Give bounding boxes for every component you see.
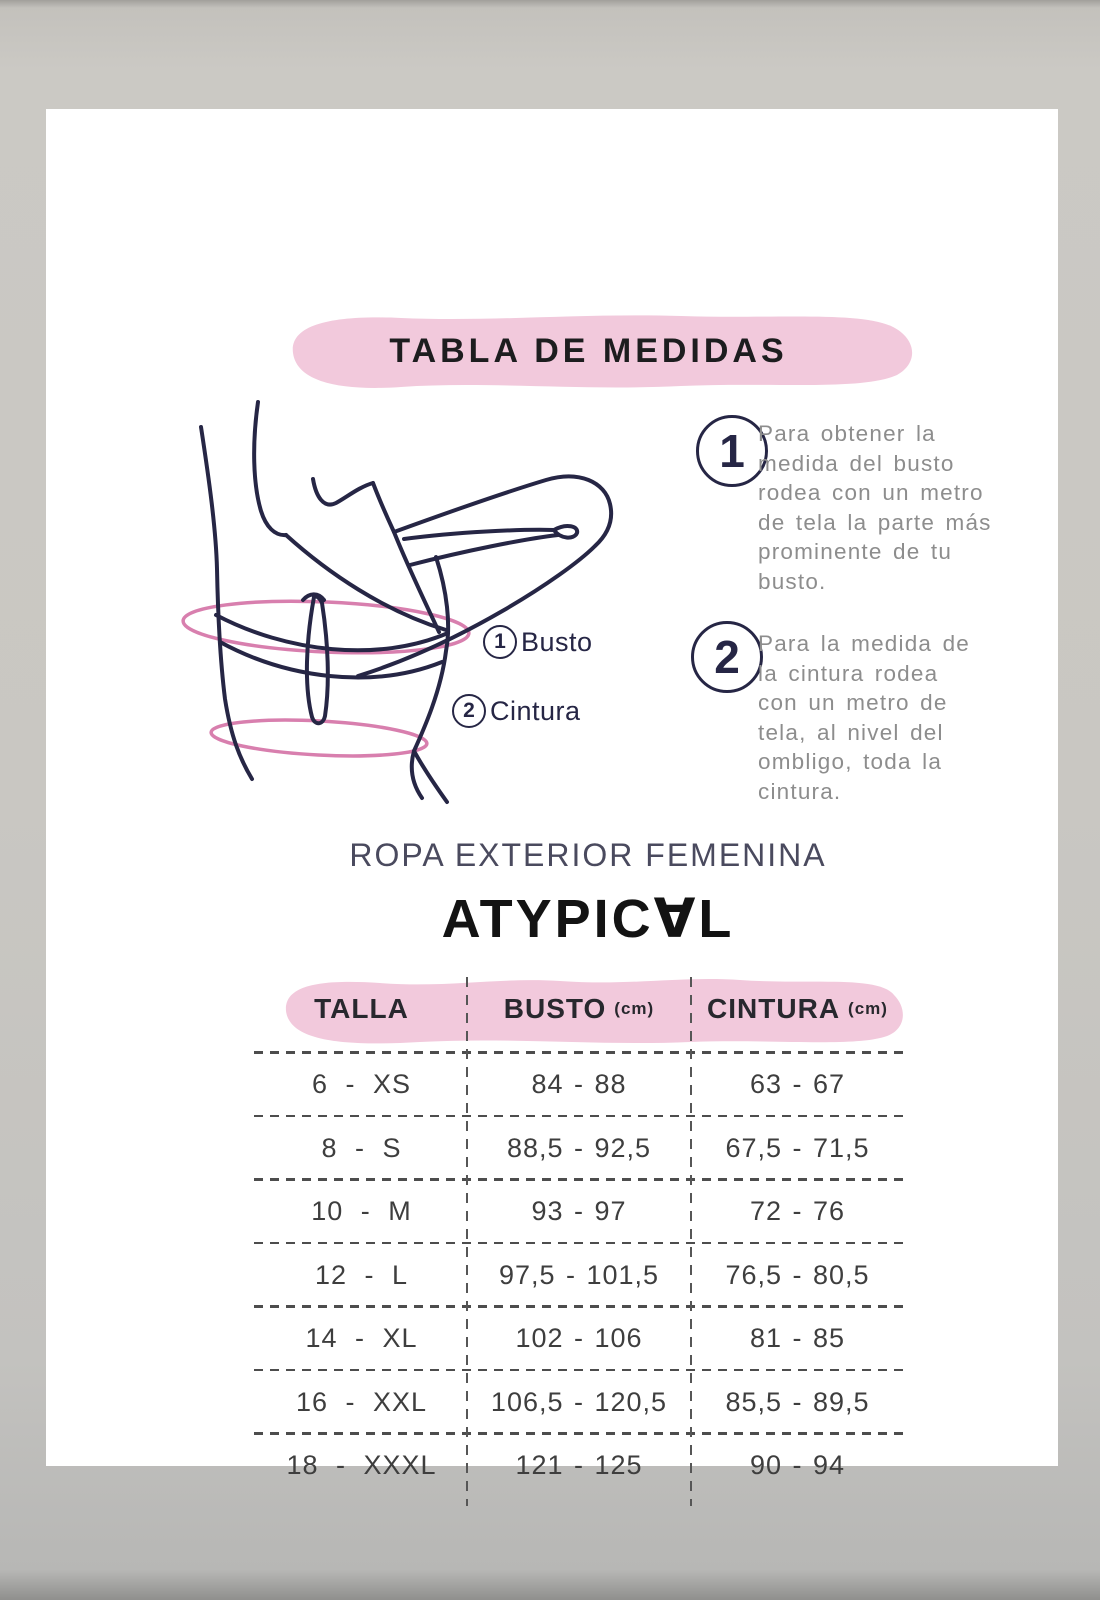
talla-cell: 12 - L [314,1259,409,1290]
step-2-line: tela, al nivel del [758,719,944,745]
busto-cell: 106,5 - 120,5 [490,1386,668,1417]
step-2-line: la cintura rodea [758,660,939,686]
column-unit: (cm) [614,999,655,1018]
brand-logo: ATYPIC∀L [441,889,735,949]
circled-2-icon: 2 [452,694,486,728]
busto-cell: 93 - 97 [531,1196,627,1227]
figure-neck-line [373,483,394,532]
talla-cell: 18 - XXXL [286,1450,437,1481]
step-1-line: Para obtener la [758,421,936,446]
circled-1-icon: 1 [483,625,517,659]
step-2-number-icon: 2 [691,621,763,693]
column-divider [466,977,468,1506]
step-2-line: con un metro de [758,690,948,715]
busto-cell: 88,5 - 92,5 [506,1132,652,1163]
cintura-cell: 81 - 85 [749,1323,846,1354]
talla-cell: 16 - XXL [295,1386,428,1417]
cintura-cell: 90 - 94 [749,1450,846,1481]
talla-cell: 14 - XL [305,1323,418,1354]
step-1-text [758,419,1010,596]
row-divider [254,1115,904,1118]
row-divider [254,1051,904,1054]
step-1-line: rodea con un metro [758,480,984,505]
column-header-talla [256,971,467,1047]
talla-cell: 10 - M [311,1196,412,1227]
column-label: CINTURA [707,993,841,1024]
column-header-cintura [691,971,904,1047]
busto-cell: 121 - 125 [515,1450,643,1481]
talla-cell: 8 - S [321,1132,402,1163]
step-2-line: Para la medida de [758,631,971,656]
column-label: BUSTO [503,993,607,1024]
figure-arm-inner-line [254,402,286,535]
category-heading: ROPA EXTERIOR FEMENINA [349,837,827,873]
figure-hand-lower-line [410,535,558,565]
figure-chin-line [313,479,373,505]
size-table-header [256,971,904,1047]
step-1-number-icon: 1 [696,415,768,487]
busto-cell: 97,5 - 101,5 [498,1259,660,1290]
busto-cell: 102 - 106 [515,1323,643,1354]
column-divider [690,977,692,1506]
figure-label-busto [483,625,593,659]
figure-label-cintura [452,694,581,728]
column-unit: (cm) [848,999,888,1018]
column-header-busto [467,971,691,1047]
title-banner [251,307,926,395]
row-divider [254,1369,904,1372]
step-1-line: de tela la parte más [758,509,992,535]
step-1-line: busto. [758,568,827,594]
cintura-cell: 67,5 - 71,5 [725,1132,870,1163]
measurement-figure-illustration [146,399,666,829]
talla-cell: 6 - XS [311,1069,412,1100]
size-table [256,1053,904,1498]
cintura-label: Cintura [490,695,581,726]
column-label: TALLA [314,993,409,1024]
row-divider [254,1178,904,1181]
row-divider [254,1242,904,1245]
cintura-cell: 85,5 - 89,5 [725,1386,870,1417]
row-divider [254,1305,904,1308]
busto-cell: 84 - 88 [531,1069,627,1100]
bra-tie-loop [307,596,328,723]
step-1-line: medida del busto [758,450,955,476]
busto-label: Busto [521,626,593,657]
bra-strap-right [394,532,439,632]
step-2-line: cintura. [758,778,842,804]
step-2-line: ombligo, toda la [758,749,943,774]
figure-side-right [412,557,448,798]
cintura-cell: 76,5 - 80,5 [725,1259,870,1290]
cintura-cell: 72 - 76 [749,1196,846,1227]
cintura-cell: 63 - 67 [749,1069,846,1100]
row-divider [254,1432,904,1435]
white-card [46,109,1058,1481]
step-2-text [758,629,1010,806]
step-1-line: prominente de tu [758,539,953,564]
page-title: TABLA DE MEDIDAS [389,331,788,370]
